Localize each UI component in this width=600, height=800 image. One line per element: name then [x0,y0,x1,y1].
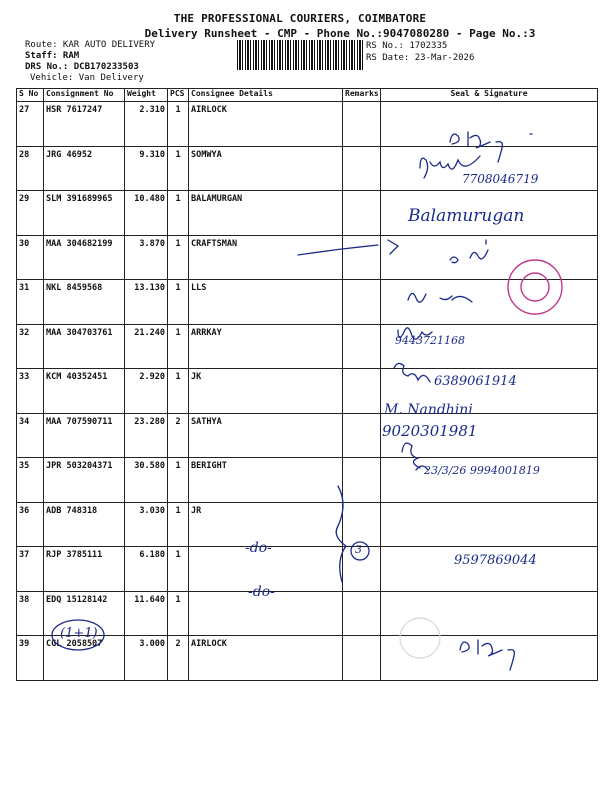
cell-sno: 36 [17,502,44,547]
cell-pcs: 2 [168,636,189,681]
cell-remarks [343,280,381,325]
cell-weight: 2.920 [125,369,168,414]
cell-sno: 33 [17,369,44,414]
sig-35-text: 23/3/26 9994001819 [424,464,540,477]
cell-remarks [343,191,381,236]
cell-remarks [343,458,381,503]
sig-29-name: Balamurugan [408,206,525,226]
drs-number: DRS No.: DCB170233503 [25,62,139,72]
cell-consignee: ARRKAY [189,324,343,369]
cell-sno: 37 [17,547,44,592]
cell-consignment: KCM 40352451 [44,369,125,414]
cell-weight: 2.310 [125,102,168,147]
cell-sno: 32 [17,324,44,369]
cell-pcs: 1 [168,324,189,369]
cell-pcs: 1 [168,591,189,636]
route-label: Route: KAR AUTO DELIVERY [25,40,156,50]
cell-remarks [343,102,381,147]
table-row [17,502,598,547]
cell-remarks [343,636,381,681]
cell-consignee: SATHYA [189,413,343,458]
sig-37-number: 9597869044 [454,553,537,568]
cell-pcs: 1 [168,458,189,503]
cell-pcs: 1 [168,191,189,236]
col-consignment: Consignment No [44,89,125,102]
cell-consignment: MAA 707590711 [44,413,125,458]
cell-seal [381,502,598,547]
table-row [17,591,598,636]
cell-consignee: JR [189,502,343,547]
cell-pcs: 1 [168,146,189,191]
cell-seal [381,235,598,280]
cell-consignee: LLS [189,280,343,325]
cell-seal [381,636,598,681]
cell-sno: 30 [17,235,44,280]
cell-consignee: AIRLOCK [189,636,343,681]
col-weight: Weight [125,89,168,102]
cell-sno: 31 [17,280,44,325]
cell-consignment: ADB 748318 [44,502,125,547]
cell-consignment: MAA 304682199 [44,235,125,280]
sig-28-number: 7708046719 [462,172,539,186]
cell-seal [381,280,598,325]
cell-consignment: EDQ 15128142 [44,591,125,636]
table-row [17,280,598,325]
cell-weight: 3.030 [125,502,168,547]
cell-remarks [343,369,381,414]
cell-sno: 34 [17,413,44,458]
cell-sno: 29 [17,191,44,236]
cell-weight: 3.000 [125,636,168,681]
col-sno: S No [17,89,44,102]
col-seal: Seal & Signature [381,89,598,102]
cell-weight: 9.310 [125,146,168,191]
cell-consignment: CGL 2058507 [44,636,125,681]
cell-consignee: JK [189,369,343,414]
sig-33-number: 6389061914 [434,374,517,389]
cell-weight: 23.280 [125,413,168,458]
table-header [17,89,598,102]
cell-pcs: 1 [168,235,189,280]
cell-remarks [343,235,381,280]
cell-consignee: SOMWYA [189,146,343,191]
col-pcs: PCS [168,89,189,102]
row-39-note: (1+1) [60,626,98,641]
cell-consignment: RJP 3785111 [44,547,125,592]
cell-consignee: AIRLOCK [189,102,343,147]
cell-weight: 10.480 [125,191,168,236]
vehicle-label: Vehicle: Van Delivery [30,73,144,83]
col-remarks: Remarks [343,89,381,102]
cell-consignment: HSR 7617247 [44,102,125,147]
cell-consignee: BALAMURGAN [189,191,343,236]
cell-remarks [343,413,381,458]
table-row [17,235,598,280]
ditto-37: -do- [245,540,272,556]
cell-pcs: 1 [168,369,189,414]
cell-consignment: JPR 503204371 [44,458,125,503]
cell-pcs: 2 [168,413,189,458]
cell-pcs: 1 [168,502,189,547]
cell-sno: 39 [17,636,44,681]
sig-34-name: M. Nandhini [384,402,473,418]
col-consignee: Consignee Details [189,89,343,102]
sig-34-number: 9020301981 [382,422,478,440]
cell-weight: 6.180 [125,547,168,592]
cell-weight: 3.870 [125,235,168,280]
table-row [17,102,598,147]
cell-sno: 27 [17,102,44,147]
circle-number: 3 [355,543,362,556]
rs-number: RS No.: 1702335 [366,41,448,51]
cell-pcs: 1 [168,102,189,147]
cell-consignment: JRG 46952 [44,146,125,191]
company-title: THE PROFESSIONAL COURIERS, COIMBATORE [173,12,427,25]
cell-consignee: BERIGHT [189,458,343,503]
cell-pcs: 1 [168,547,189,592]
cell-consignment: NKL 8459568 [44,280,125,325]
cell-sno: 28 [17,146,44,191]
cell-seal [381,591,598,636]
cell-consignment: SLM 391689965 [44,191,125,236]
cell-weight: 30.580 [125,458,168,503]
cell-remarks [343,324,381,369]
cell-remarks [343,591,381,636]
cell-consignee: CRAFTSMAN [189,235,343,280]
cell-pcs: 1 [168,280,189,325]
rs-date: RS Date: 23-Mar-2026 [366,53,475,63]
runsheet-title: Delivery Runsheet - CMP - Phone No.:9047080280 - Page No.:3 [144,27,536,40]
barcode [237,40,363,70]
cell-remarks [343,146,381,191]
cell-sno: 35 [17,458,44,503]
sig-32-number: 9443721168 [395,334,465,347]
cell-seal [381,102,598,147]
cell-weight: 11.640 [125,591,168,636]
table-row [17,636,598,681]
cell-sno: 38 [17,591,44,636]
table-row [17,324,598,369]
table-row [17,413,598,458]
staff-label: Staff: RAM [25,51,80,61]
cell-weight: 21.240 [125,324,168,369]
cell-weight: 13.130 [125,280,168,325]
cell-remarks [343,502,381,547]
ditto-38: -do- [248,584,275,600]
cell-consignment: MAA 304703761 [44,324,125,369]
